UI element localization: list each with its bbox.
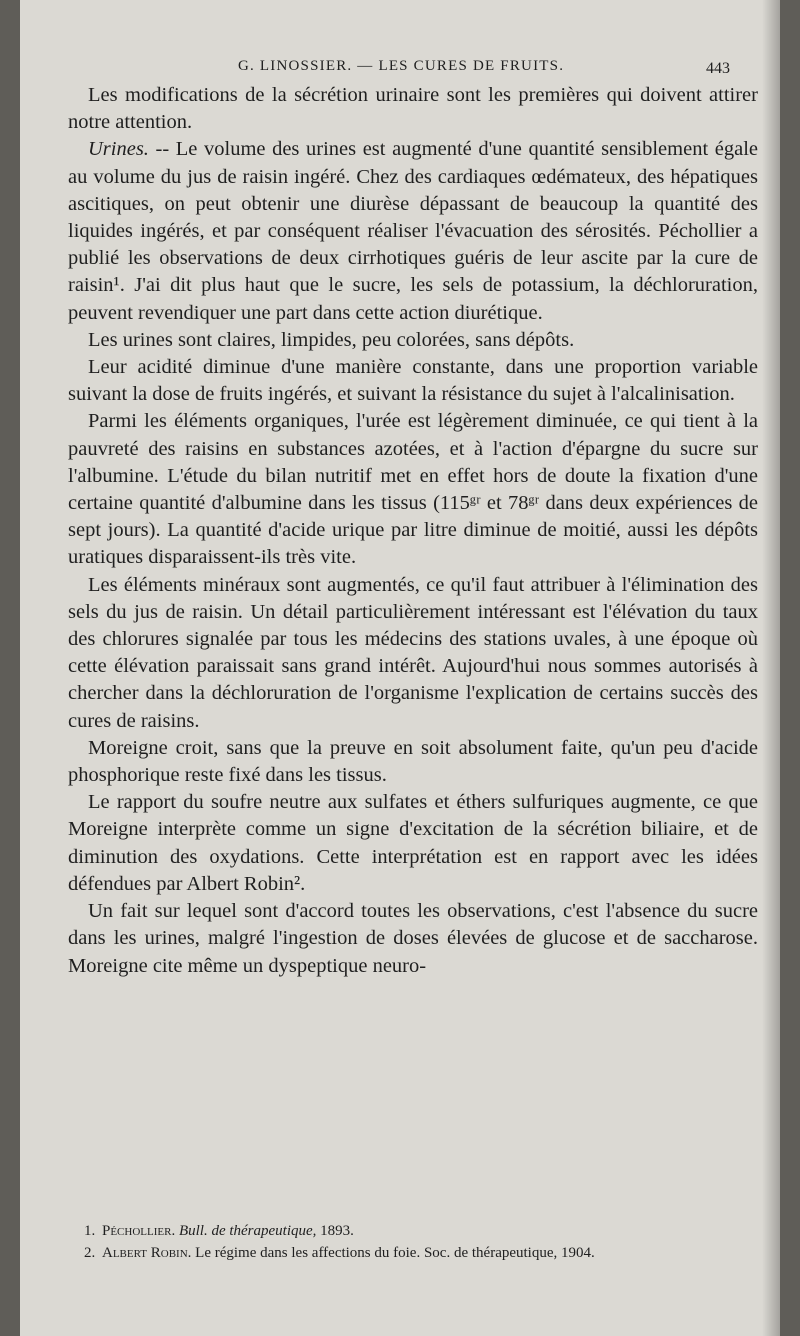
paragraph-text: Les modifications de la sécrétion urinaire sont les premières qui doivent attirer notre attention. [68,84,758,134]
body-text [68,80,758,980]
paragraph [68,789,758,898]
footnote-number: 2. [84,1245,96,1261]
footnotes [68,1220,758,1264]
paragraph-text: -- Le volume des urines est augmenté d'une quantité sensiblement égale au volume du jus de raisin ingéré. Chez des cardiaques œdémateux, des hépatiques ascitiques, on peut obtenir une diurèse dépassant de beaucoup la quantité des liquides ingérés, et par conséquent réaliser l'évacuation des sérosités. Péchollier a publié les observations de deux cirrhotiques guéris de leur ascite par la cure de raisin¹. J'ai dit plus haut que le sucre, les sels de potassium, la déchloruration, peuvent revendiquer une part dans cette action diurétique. [68,138,758,324]
footnote [68,1220,758,1242]
paragraph [68,408,758,571]
paragraph [68,136,758,326]
paragraph [68,354,758,408]
footnote-author: Albert Robin. [102,1245,192,1261]
footnote-number: 1. [84,1223,96,1239]
running-head: G. LINOSSIER. — LES CURES DE FRUITS. [238,58,565,74]
paragraph-text: Moreigne croit, sans que la preuve en soit absolument faite, qu'un peu d'acide phosphorique reste fixé dans les tissus. [68,736,758,787]
footnote-rest: Le régime dans les affections du foie. Soc. de thérapeutique, 1904. [191,1245,595,1261]
paragraph [68,327,758,354]
book-page [20,0,780,1336]
footnote-author: Péchollier. [102,1223,176,1239]
paragraph [68,735,758,789]
paragraph [68,82,758,136]
paragraph-text: Les urines sont claires, limpides, peu colorées, sans dépôts. [88,328,575,351]
paragraph [68,898,758,980]
footnote-source: Bull. de thérapeutique, [178,1223,317,1239]
paragraph-lead: Urines. [88,138,149,161]
page-header [20,50,780,80]
page-edge-shadow [762,0,780,1336]
page-number: 443 [706,60,730,77]
paragraph-text: Un fait sur lequel sont d'accord toutes les observations, c'est l'absence du sucre dans les urines, malgré l'ingestion de doses élevées de glucose et de saccharose. Moreigne cite même un dyspeptique neuro- [68,900,758,977]
footnote [68,1242,758,1264]
paragraph [68,572,758,735]
footnote-rest: 1893. [316,1223,354,1239]
paragraph-text: Parmi les éléments organiques, l'urée est légèrement diminuée, ce qui tient à la pauvreté des raisins en substances azotées, et à l'action d'épargne du sucre sur l'albumine. L'étude du bilan nutritif met en effet hors de doute la fixation d'une certaine quantité d'albumine dans les tissus (115ᵍʳ et 78ᵍʳ dans deux expériences de sept jours). La quantité d'acide urique par litre diminue de moitié, aussi les dépôts uratiques disparaissent-ils très vite. [68,410,758,569]
paragraph-text: Le rapport du soufre neutre aux sulfates et éthers sulfuriques augmente, ce que Moreigne interprète comme un signe d'excitation de la sécrétion biliaire, et de diminution des oxydations. Cette interprétation est en rapport avec les idées défendues par Albert Robin². [68,791,758,895]
paragraph-text: Leur acidité diminue d'une manière constante, dans une proportion variable suivant la dose de fruits ingérés, et suivant la résistance du sujet à l'alcalinisation. [68,356,758,406]
paragraph-text: Les éléments minéraux sont augmentés, ce qu'il faut attribuer à l'élimination des sels du jus de raisin. Un détail particulièrement intéressant est l'élévation du taux des chlorures signalée par tous les médecins des stations uvales, à une époque où cette élévation paraissait sans grand intérêt. Aujourd'hui nous sommes autorisés à chercher dans la déchloruration de l'organisme l'explication de certains succès des cures de raisins. [68,573,758,732]
